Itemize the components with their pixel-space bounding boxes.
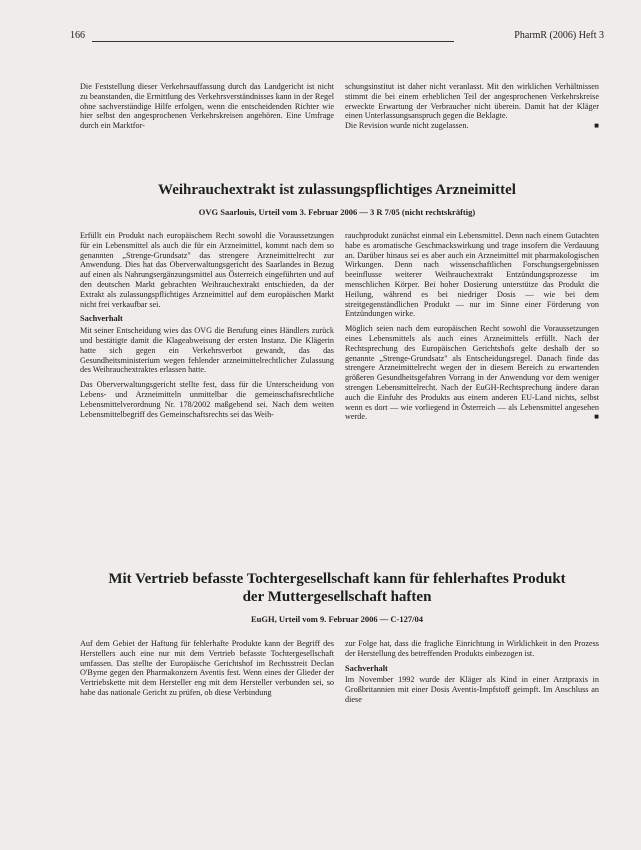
paragraph: Im November 1992 wurde der Kläger als Kind in einer Arztpraxis in Großbritannien mit einer Dosis Aventis-Impfstoff geimpft. Im Anschluss an diese <box>345 675 599 704</box>
end-mark-icon: ■ <box>594 412 599 422</box>
article2-title-line2: der Muttergesellschaft haften <box>242 589 432 605</box>
page-number: 166 <box>70 30 85 41</box>
continuation-right-column <box>345 82 599 136</box>
paragraph: zur Folge hat, dass die fragliche Einrichtung in Wirklichkeit in den Prozess der Herstellung des betreffenden Produkts einbezogen ist. <box>345 639 599 658</box>
paragraph-last <box>345 121 599 131</box>
article2-title-line1: Mit Vertrieb befasste Tochtergesellschaft kann für fehlerhaftes Produkt <box>108 571 566 587</box>
paragraph <box>345 324 599 422</box>
end-mark-icon: ■ <box>594 121 599 131</box>
continuation-left-column <box>80 82 334 136</box>
paragraph: Das Oberverwaltungsgericht stellte fest, dass für die Unterscheidung von Lebens- und Arzneimitteln unmittelbar die gemeinschaftsrechtliche Lebensmittelverordnung Nr. 178/2002 maßgebend sei. Nach dem weiten Lebensmittelbegriff des Gemeinschaftsrechts sei das Weih- <box>80 380 334 419</box>
paragraph: Mit seiner Entscheidung wies das OVG die Berufung eines Händlers zurück und bestätigte damit die Klageabweisung der ersten Instanz. Die Klägerin hatte sich gegen ein Verkehrsverbot gewandt, das das Gesundheitsministerium wegen fehlender arzneimittelrechtlicher Zulassung des Weihrauchextraktes erlassen hatte. <box>80 326 334 375</box>
article2-right-column <box>345 639 599 710</box>
paragraph: rauchprodukt zunächst einmal ein Lebensmittel. Denn nach einem Gutachten habe es aromatische Geschmackswirkung und trage insofern die Verdauung an. Darüber hinaus sei es aber auch ein Arzneimittel mit pharmakologischen Wirkungen. Denn nach wissenschaftlichen Forschungsergebnissen beeinflusse weiterer Weihrauchextrakt Entzündungsprozesse im menschlichen Körper. Bei hoher Dosierung unterstütze das Produkt die Heilung, während es bei niedriger Dosis — wie bei dem streitgegenständlichen Produkt — nur im Sinne einer Förderung von Entzündungen wirke. <box>345 231 599 319</box>
article2-title <box>70 570 604 606</box>
article2-left-column <box>80 639 334 703</box>
article1-left-column <box>80 231 334 424</box>
paragraph: Die Feststellung dieser Verkehrsauffassung durch das Landgericht ist nicht zu beanstanden, die Ermittlung des Verkehrsverständnisses kann in der Regel ohne sachverständige Hilfe erfolgen, wenn die entscheidenden Richter wie hier selbst den angesprochenen Verkehrskreisen angehören. Eine Umfrage durch ein Marktfor- <box>80 82 334 131</box>
article2-subtitle: EuGH, Urteil vom 9. Februar 2006 — C-127/04 <box>251 614 423 624</box>
page-header <box>70 30 604 46</box>
paragraph-text: Möglich seien nach dem europäischen Recht sowohl die Voraussetzungen eines Lebensmittels als auch eines Arzneimittels erfüllt. Nach der Rechtsprechung des Europäischen Gerichtshofs gelte deshalb der so genannte „Strenge-Grundsatz" als Entscheidungsregel. Danach finde das strengere Arzneimittelrecht wegen der in diesem Bereich zu erwartenden größeren Gesundheitsgefahren Vorrang in der Anwendung vor dem weniger strengen Lebensmittelrecht. Nach der EuGH-Rechtsprechung ändere daran auch die Einfuhr des Produkts aus einem anderen EU-Land nichts, selbst wenn es dort — wie vorliegend in Österreich — als Lebensmittel angesehen werde. <box>345 324 599 422</box>
section-heading: Sachverhalt <box>345 663 388 673</box>
article-subtitle: OVG Saarlouis, Urteil vom 3. Februar 2006 — 3 R 7/05 (nicht rechtskräftig) <box>198 207 476 217</box>
paragraph: schungsinstitut ist daher nicht veranlasst. Mit den wirklichen Verhältnissen stimmt die bei einem erheblichen Teil der angesprochenen Verkehrskreise erweckte Erwartung der Verbraucher nicht überein. Damit hat der Kläger einen Unterlassungsanspruch gegen die Beklagte. <box>345 82 599 121</box>
article1-right-column <box>345 231 599 427</box>
journal-reference: PharmR (2006) Heft 3 <box>514 30 604 41</box>
section-heading: Sachverhalt <box>80 314 123 324</box>
header-rule <box>92 41 454 42</box>
paragraph: Erfüllt ein Produkt nach europäischem Recht sowohl die Voraussetzungen für ein Lebensmittel als auch die für ein Arzneimittel, kommt nach dem so genannten „Strenge-Grundsatz" das strengere Arzneimittelrecht zur Anwendung. Dies hat das Oberverwaltungsgericht des Saarlandes in Bezug auf einen als Nahrungsergänzungsmittel aus Österreich eingeführten und auf den deutschen Markt gebrachten Weihrauchextrakt entschieden, da der Extrakt als zulassungspflichtiges Arzneimittel auf dem europäischen Markt nicht frei verkaufbar sei. <box>80 231 334 309</box>
paragraph: Auf dem Gebiet der Haftung für fehlerhafte Produkte kann der Begriff des Herstellers auch eine nur mit dem Vertrieb befasste Tochtergesellschaft umfassen. Das stellte der Europäische Gerichtshof im Rechtsstreit Declan O'Byrne gegen den Pharmakonzern Aventis fest. Wenn eines der Glieder der Vertriebskette mit dem Hersteller eng mit dem Hersteller verbunden sei, so habe das nationale Gericht zu prüfen, ob diese Verbindung <box>80 639 334 697</box>
closing-sentence: Die Revision wurde nicht zugelassen. <box>345 121 469 131</box>
article-title: Weihrauchextrakt ist zulassungspflichtiges Arzneimittel <box>158 182 516 198</box>
